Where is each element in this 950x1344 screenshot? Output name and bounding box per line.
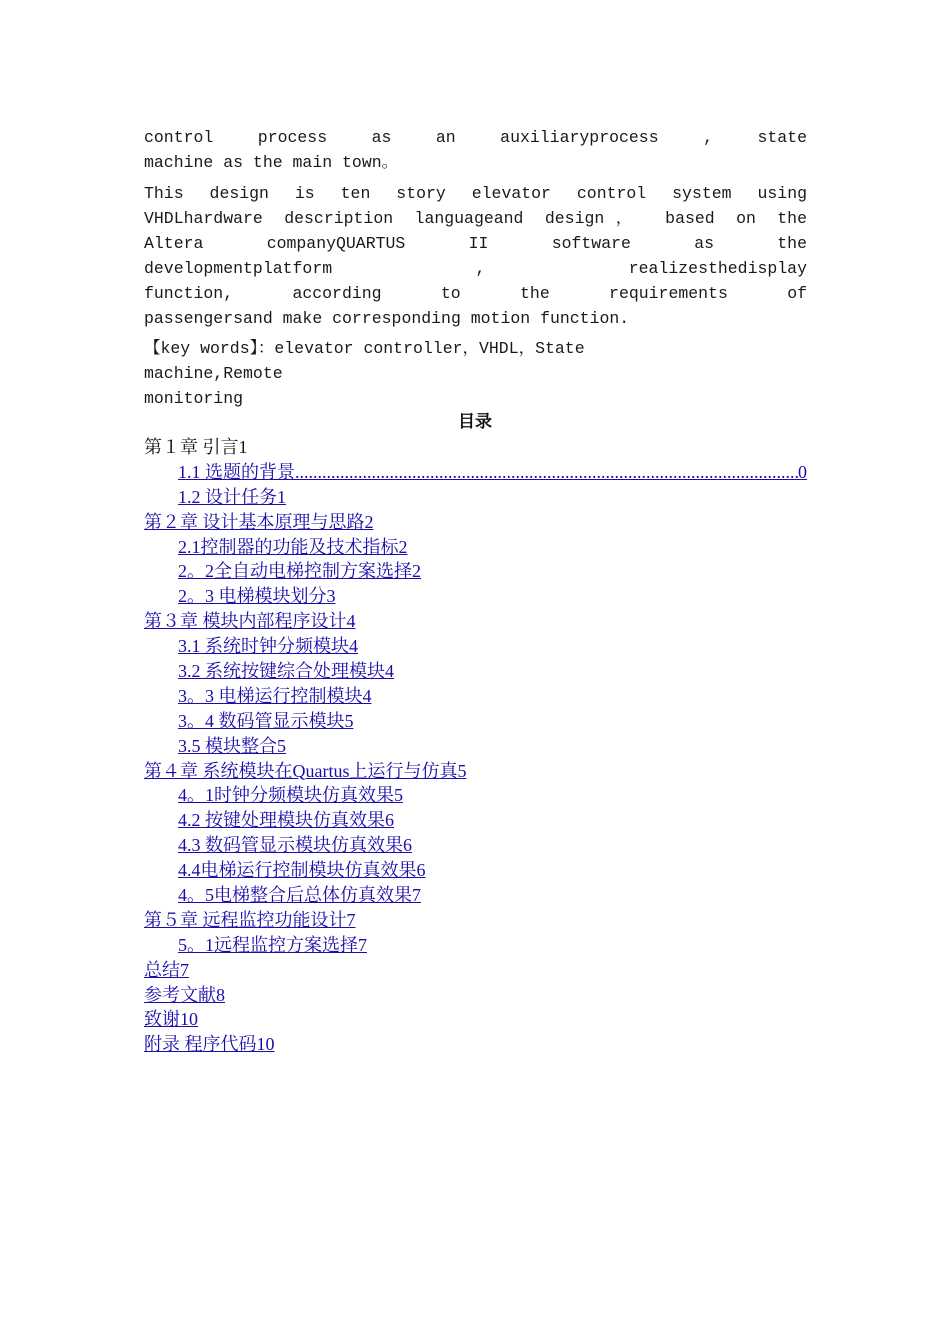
- table-of-contents: [144, 435, 844, 1057]
- toc-entry: [144, 584, 844, 609]
- abstract-paragraph-2: [144, 181, 807, 331]
- toc-link[interactable]: 总结7: [144, 959, 189, 980]
- toc-entry: [144, 759, 844, 784]
- toc-link[interactable]: 2。3 电梯模块划分3: [178, 586, 336, 607]
- toc-link[interactable]: 4。5电梯整合后总体仿真效果7: [178, 885, 421, 906]
- text-line: control process as an auxiliaryprocess , state: [144, 128, 807, 147]
- toc-entry: [144, 460, 844, 485]
- toc-entry: [144, 833, 844, 858]
- text-line: function, according to the requirements of: [144, 284, 807, 303]
- text-line: machine as the main town。: [144, 153, 399, 172]
- text-line: machine,Remote: [144, 364, 283, 383]
- toc-entry: [144, 734, 844, 759]
- text-line: monitoring: [144, 389, 244, 408]
- text-line: VHDLhardware description languageand design， based on the: [144, 209, 807, 228]
- keywords-paragraph: [144, 336, 807, 411]
- toc-leader-dots: [295, 460, 798, 485]
- toc-entry: [144, 634, 844, 659]
- toc-entry: [144, 808, 844, 833]
- toc-entry: [144, 1032, 844, 1057]
- toc-entry-dotted: [178, 460, 807, 485]
- toc-link[interactable]: 3.2 系统按键综合处理模块4: [178, 661, 394, 682]
- toc-link[interactable]: 4.2 按键处理模块仿真效果6: [178, 810, 394, 831]
- toc-link[interactable]: 4.3 数码管显示模块仿真效果6: [178, 835, 412, 856]
- toc-page-number: 0: [798, 461, 807, 482]
- toc-link[interactable]: 参考文献8: [144, 984, 225, 1005]
- toc-link[interactable]: 3.5 模块整合5: [178, 735, 286, 756]
- text-line: 【key words】：elevator controller，VHDL，State: [144, 339, 585, 358]
- toc-link[interactable]: 1.2 设计任务1: [178, 486, 286, 507]
- toc-link[interactable]: 第３章 模块内部程序设计4: [144, 611, 356, 632]
- text-line: Altera companyQUARTUS II software as the: [144, 234, 807, 253]
- abstract-paragraph-1: [144, 125, 807, 175]
- toc-link[interactable]: [178, 460, 807, 485]
- toc-entry: [144, 933, 844, 958]
- text-line: This design is ten story elevator control system using: [144, 184, 807, 203]
- toc-link[interactable]: 附录 程序代码10: [144, 1034, 275, 1055]
- toc-link[interactable]: 2。2全自动电梯控制方案选择2: [178, 561, 421, 582]
- toc-entry: [144, 510, 844, 535]
- toc-entry: [144, 684, 844, 709]
- toc-link[interactable]: 3。3 电梯运行控制模块4: [178, 685, 372, 706]
- toc-link[interactable]: 5。1远程监控方案选择7: [178, 934, 367, 955]
- text-line: passengersand make corresponding motion function.: [144, 309, 630, 328]
- toc-entry: [144, 435, 844, 460]
- toc-entry: [144, 858, 844, 883]
- toc-entry: [144, 983, 844, 1008]
- toc-link[interactable]: 致谢10: [144, 1009, 198, 1030]
- toc-link[interactable]: 2.1控制器的功能及技术指标2: [178, 536, 408, 557]
- toc-entry: [144, 609, 844, 634]
- toc-entry: [144, 659, 844, 684]
- toc-entry: [144, 535, 844, 560]
- toc-entry: [144, 958, 844, 983]
- toc-link[interactable]: 第２章 设计基本原理与思路2: [144, 511, 374, 532]
- toc-link[interactable]: 3.1 系统时钟分频模块4: [178, 636, 358, 657]
- toc-heading-text: 第１章 引言1: [144, 437, 248, 457]
- toc-entry: [144, 783, 844, 808]
- toc-link[interactable]: 4.4电梯运行控制模块仿真效果6: [178, 860, 426, 881]
- toc-entry: [144, 1007, 844, 1032]
- toc-link[interactable]: 第５章 远程监控功能设计7: [144, 909, 356, 930]
- toc-entry: [144, 559, 844, 584]
- toc-link[interactable]: 3。4 数码管显示模块5: [178, 710, 354, 731]
- toc-link[interactable]: 4。1时钟分频模块仿真效果5: [178, 785, 403, 806]
- toc-link[interactable]: 第４章 系统模块在Quartus上运行与仿真5: [144, 760, 467, 781]
- toc-entry: [144, 709, 844, 734]
- toc-entry: [144, 485, 844, 510]
- toc-entry: [144, 883, 844, 908]
- toc-title: 目录: [458, 412, 492, 432]
- toc-link-label: 1.1 选题的背景: [178, 461, 295, 482]
- text-line: developmentplatform , realizesthedisplay: [144, 259, 807, 278]
- toc-entry: [144, 908, 844, 933]
